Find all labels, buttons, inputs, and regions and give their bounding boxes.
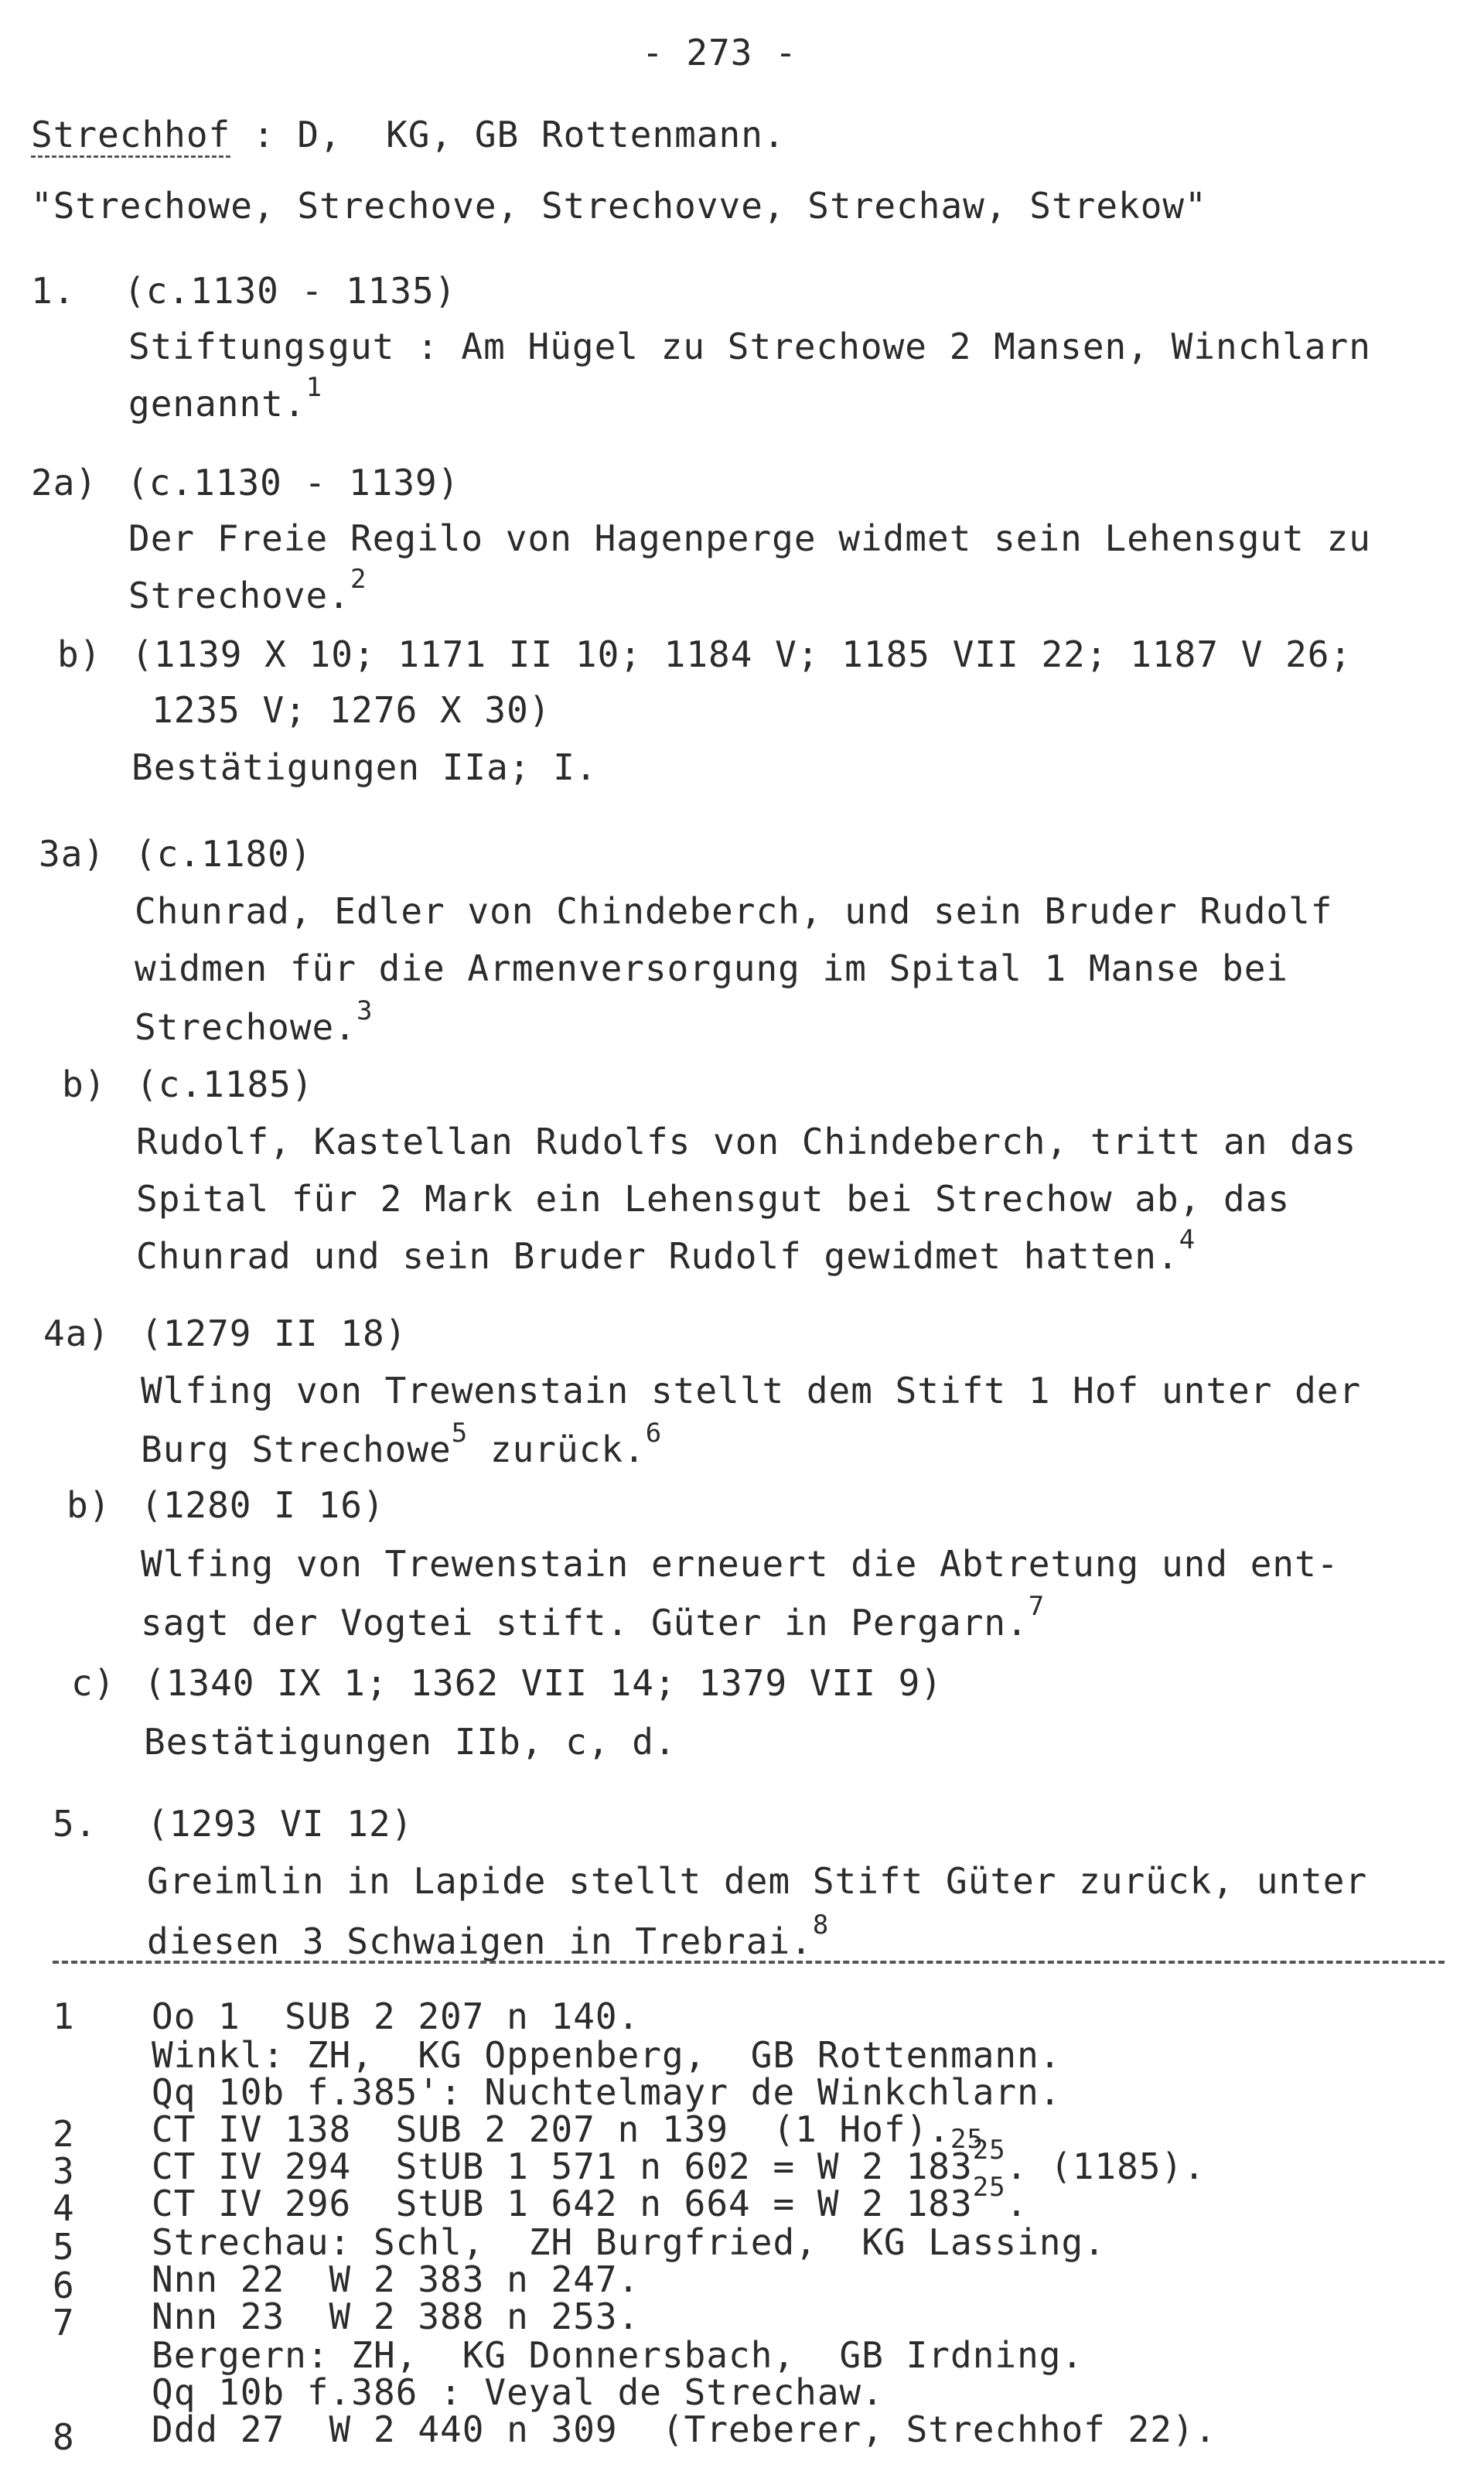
footnote-number: 3 bbox=[53, 2150, 75, 2192]
page-number: - 273 - bbox=[642, 32, 797, 73]
entry-5-text bbox=[147, 1910, 830, 1967]
footnote-number: 8 bbox=[53, 2416, 75, 2458]
footnote-superscript: 25 bbox=[950, 2124, 984, 2155]
entry-4c-number: c) bbox=[71, 1662, 116, 1704]
footnote-text-part: . bbox=[1005, 2183, 1029, 2224]
entry-4c-text: Bestätigungen IIb, c, d. bbox=[144, 1721, 677, 1763]
footnote-ref: 2 bbox=[350, 564, 367, 595]
entry-3a-text-end: Strechowe. bbox=[135, 1006, 357, 1048]
entry-4a-text bbox=[141, 1418, 663, 1475]
footnote-ref: 8 bbox=[812, 1910, 830, 1941]
entry-3b-text-end: Chunrad und sein Bruder Rudolf gewidmet hatten. bbox=[136, 1235, 1179, 1277]
footnote-number: 6 bbox=[53, 2265, 75, 2306]
footnote-ref: 7 bbox=[1028, 1591, 1046, 1622]
entry-3b-text bbox=[136, 1224, 1196, 1282]
footnote-text-part: . (1185). bbox=[1005, 2146, 1206, 2187]
entry-3a-text: Chunrad, Edler von Chindeberch, und sein Bruder Rudolf bbox=[135, 890, 1333, 932]
footnote-number: 1 bbox=[53, 1995, 75, 2037]
footnote-number: 4 bbox=[53, 2187, 75, 2229]
entry-2b-date: 1235 V; 1276 X 30) bbox=[152, 689, 551, 731]
entry-2a-text-end: Strechove. bbox=[128, 575, 350, 616]
entry-4c-date: (1340 IX 1; 1362 VII 14; 1379 VII 9) bbox=[144, 1662, 943, 1704]
entry-1-text-end: genannt. bbox=[128, 383, 306, 425]
entry-4b-text: Wlfing von Trewenstain erneuert die Abtretung und ent- bbox=[141, 1543, 1339, 1585]
entry-3a-date: (c.1180) bbox=[135, 833, 312, 875]
footnote-number: 7 bbox=[53, 2302, 75, 2344]
footnote-text: Nnn 22 W 2 383 n 247. bbox=[152, 2258, 640, 2300]
footnote-ref: 5 bbox=[451, 1418, 469, 1449]
name-variants: "Strechowe, Strechove, Strechovve, Strechaw, Strekow" bbox=[31, 185, 1207, 227]
entry-4a-text-part: zurück. bbox=[468, 1429, 646, 1470]
entry-2a-text: Der Freie Regilo von Hagenperge widmet sein Lehensgut zu bbox=[128, 517, 1371, 559]
footnote-divider bbox=[53, 1961, 1445, 1964]
entry-3a-text: widmen für die Armenversorgung im Spital 1 Manse bei bbox=[135, 947, 1289, 989]
entry-5-date: (1293 VI 12) bbox=[147, 1803, 414, 1845]
footnote-text: Qq 10b f.386 : Veyal de Strechaw. bbox=[152, 2371, 884, 2413]
entry-3b-number: b) bbox=[62, 1063, 107, 1105]
footnote-text: Bergern: ZH, KG Donnersbach, GB Irdning. bbox=[152, 2334, 1084, 2376]
place-name: Strechhof bbox=[31, 114, 230, 158]
footnote-text: Strechau: Schl, ZH Burgfried, KG Lassing. bbox=[152, 2221, 1106, 2263]
entry-2b-text: Bestätigungen IIa; I. bbox=[131, 746, 598, 788]
entry-1-date: (c.1130 - 1135) bbox=[124, 270, 457, 312]
entry-3b-text: Spital für 2 Mark ein Lehensgut bei Strechow ab, das bbox=[136, 1178, 1291, 1220]
entry-heading bbox=[31, 113, 786, 156]
entry-4a-text-part: Burg Strechowe bbox=[141, 1429, 452, 1470]
footnote-superscript: 25 bbox=[972, 2135, 1006, 2166]
entry-3b-text: Rudolf, Kastellan Rudolfs von Chindeberch, tritt an das bbox=[136, 1121, 1357, 1162]
footnote-text: Ddd 27 W 2 440 n 309 (Treberer, Strechhof 22). bbox=[152, 2408, 1217, 2450]
footnote-number: 2 bbox=[53, 2113, 75, 2155]
entry-4a-number: 4a) bbox=[43, 1313, 111, 1354]
entry-2a-date: (c.1130 - 1139) bbox=[127, 462, 460, 504]
entry-3a-number: 3a) bbox=[39, 833, 106, 875]
entry-4b-number: b) bbox=[67, 1484, 111, 1526]
entry-2b-date: (1139 X 10; 1171 II 10; 1184 V; 1185 VII 22; 1187 V 26; bbox=[131, 633, 1353, 675]
entry-1-text bbox=[128, 372, 323, 429]
footnote-text: Winkl: ZH, KG Oppenberg, GB Rottenmann. bbox=[152, 2034, 1062, 2076]
entry-2a-text bbox=[128, 564, 367, 621]
footnote-text: Qq 10b f.385': Nuchtelmayr de Winkchlarn. bbox=[152, 2071, 1062, 2113]
footnote-number: 5 bbox=[53, 2226, 75, 2268]
entry-4b-date: (1280 I 16) bbox=[141, 1484, 385, 1526]
footnote-ref: 1 bbox=[305, 372, 323, 403]
entry-4a-date: (1279 II 18) bbox=[141, 1313, 408, 1354]
entry-5-text: Greimlin in Lapide stellt dem Stift Güter zurück, unter bbox=[147, 1860, 1368, 1902]
entry-1-text: Stiftungsgut : Am Hügel zu Strechowe 2 Mansen, Winchlarn bbox=[128, 326, 1371, 367]
footnote-superscript: 25 bbox=[972, 2172, 1006, 2203]
footnote-text: Nnn 23 W 2 388 n 253. bbox=[152, 2296, 640, 2337]
entry-4b-text-end: sagt der Vogtei stift. Güter in Pergarn. bbox=[141, 1602, 1029, 1644]
entry-3a-text bbox=[135, 995, 374, 1053]
footnote-text-part: CT IV 138 SUB 2 207 n 139 (1 Hof). bbox=[152, 2108, 950, 2150]
footnote-ref: 6 bbox=[645, 1418, 663, 1449]
footnote-ref: 4 bbox=[1179, 1224, 1196, 1255]
entry-5-text-end: diesen 3 Schwaigen in Trebrai. bbox=[147, 1920, 813, 1962]
footnote-text bbox=[152, 2172, 1029, 2227]
place-description: : D, KG, GB Rottenmann. bbox=[230, 114, 786, 155]
entry-2a-number: 2a) bbox=[31, 462, 98, 504]
entry-3b-date: (c.1185) bbox=[136, 1063, 314, 1105]
footnote-text: Oo 1 SUB 2 207 n 140. bbox=[152, 1995, 640, 2037]
entry-4b-text bbox=[141, 1591, 1046, 1648]
entry-1-number: 1. bbox=[31, 270, 76, 312]
entry-2b-number: b) bbox=[57, 633, 102, 675]
entry-5-number: 5. bbox=[53, 1803, 97, 1845]
entry-4a-text: Wlfing von Trewenstain stellt dem Stift 1 Hof unter der bbox=[141, 1370, 1362, 1412]
footnote-ref: 3 bbox=[356, 995, 374, 1026]
footnote-text-part: CT IV 296 StUB 1 642 n 664 = W 2 183 bbox=[152, 2183, 973, 2224]
footnote-text-part: CT IV 294 StUB 1 571 n 602 = W 2 183 bbox=[152, 2146, 973, 2187]
